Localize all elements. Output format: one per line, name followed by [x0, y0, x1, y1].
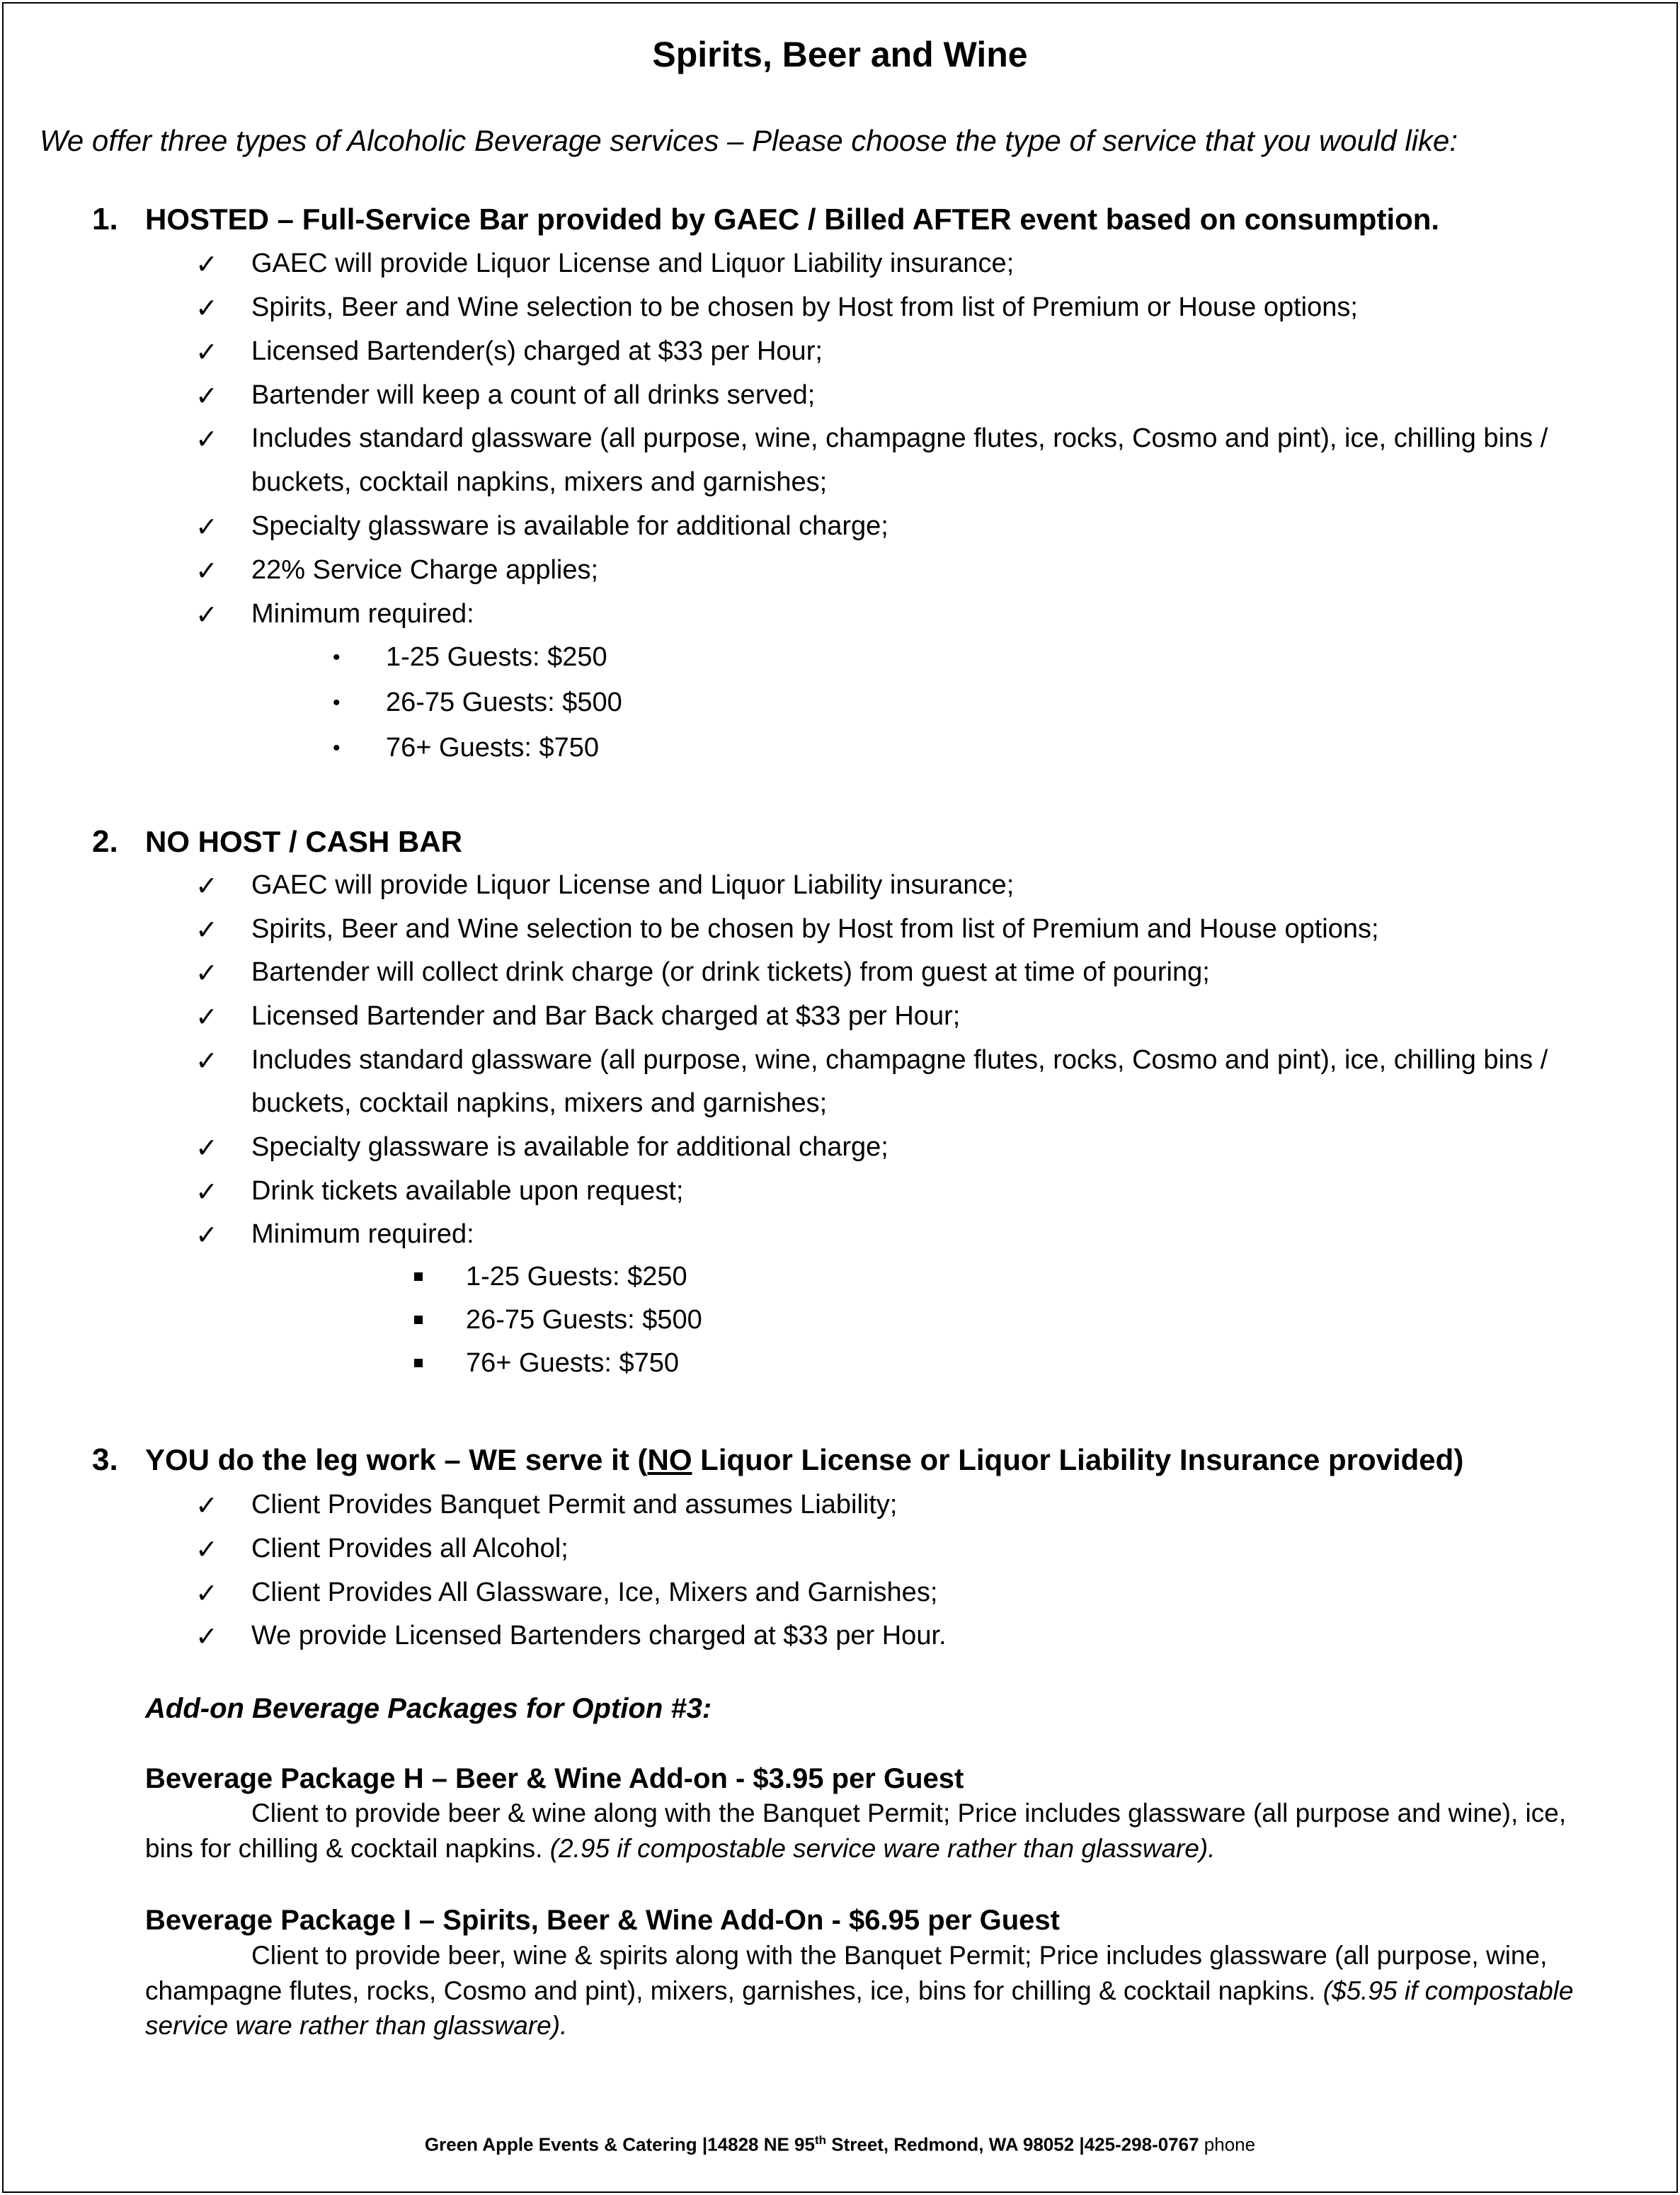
list-item: Client Provides Banquet Permit and assumes Liability;: [251, 1490, 898, 1520]
list-item: Specialty glassware is available for additional charge;: [251, 511, 888, 541]
checkmark-icon: ✓: [195, 338, 218, 367]
footer-sup: th: [814, 2133, 827, 2147]
minimum-item: 26-75 Guests: $500: [386, 688, 622, 717]
square-bullet-icon: [414, 1272, 423, 1284]
list-item: Client Provides All Glassware, Ice, Mixers and Garnishes;: [251, 1578, 938, 1607]
list-item: Specialty glassware is available for additional charge;: [251, 1132, 888, 1162]
text-part: bins for chilling & cocktail napkins.: [145, 1834, 550, 1863]
list-item: Bartender will keep a count of all drinks served;: [251, 380, 816, 410]
square-bullet-icon: [414, 1315, 423, 1328]
checkmark-icon: ✓: [195, 1622, 218, 1652]
page-title: Spirits, Beer and Wine: [652, 35, 1028, 74]
footer-part: Street, Redmond, WA 98052 |425-298-0767: [826, 2133, 1204, 2155]
footer-phone-label: phone: [1204, 2133, 1256, 2155]
package-h-text: [145, 1834, 1216, 1864]
list-item: Drink tickets available upon request;: [251, 1176, 684, 1206]
bullet-icon: •: [333, 691, 341, 714]
square-bullet-icon: [414, 1358, 423, 1371]
heading-part: Liquor License or Liquor Liability Insurance provided): [692, 1443, 1464, 1476]
checkmark-icon: ✓: [195, 557, 218, 586]
checkmark-icon: ✓: [195, 959, 218, 988]
checkmark-icon: ✓: [195, 1535, 218, 1565]
package-i-text: service ware rather than glassware).: [145, 2011, 568, 2040]
minimum-item: 26-75 Guests: $500: [466, 1305, 702, 1335]
list-item: GAEC will provide Liquor License and Liquor Liability insurance;: [251, 249, 1015, 278]
list-item: Licensed Bartender(s) charged at $33 per Hour;: [251, 336, 823, 366]
footer-part: Green Apple Events & Catering |14828 NE 95: [424, 2133, 815, 2155]
checkmark-icon: ✓: [195, 872, 218, 901]
heading-part: YOU do the leg work – WE serve it (: [145, 1443, 648, 1476]
text-italic-part: (2.95 if compostable service ware rather than glassware).: [549, 1834, 1216, 1863]
list-item: Licensed Bartender and Bar Back charged at $33 per Hour;: [251, 1001, 961, 1031]
list-item-continuation: buckets, cocktail napkins, mixers and garnishes;: [251, 467, 828, 497]
checkmark-icon: ✓: [195, 425, 218, 455]
minimum-item: 76+ Guests: $750: [466, 1348, 680, 1378]
checkmark-icon: ✓: [195, 1047, 218, 1076]
package-i-text: Client to provide beer, wine & spirits along with the Banquet Permit; Price includes glassware (all purpose, wine,: [251, 1941, 1548, 1970]
checkmark-icon: ✓: [195, 250, 218, 280]
minimum-item: 76+ Guests: $750: [386, 733, 600, 763]
bullet-icon: •: [333, 646, 341, 669]
list-item: Bartender will collect drink charge (or drink tickets) from guest at time of pouring;: [251, 957, 1210, 987]
list-item: Spirits, Beer and Wine selection to be chosen by Host from list of Premium or House options;: [251, 292, 1358, 322]
section-3-heading: [145, 1443, 1463, 1477]
checkmark-icon: ✓: [195, 1003, 218, 1032]
section-2-heading: NO HOST / CASH BAR: [145, 825, 463, 858]
minimum-item: 1-25 Guests: $250: [466, 1262, 687, 1292]
text-part: champagne flutes, rocks, Cosmo and pint), mixers, garnishes, ice, bins for chilling & cocktail napkins.: [145, 1976, 1323, 2005]
text-italic-part: ($5.95 if compostable: [1322, 1976, 1574, 2005]
checkmark-icon: ✓: [195, 1178, 218, 1207]
checkmark-icon: ✓: [195, 1134, 218, 1163]
section-2-number: 2.: [92, 824, 118, 859]
section-1-number: 1.: [92, 202, 118, 236]
checkmark-icon: ✓: [195, 1491, 218, 1521]
section-3-number: 3.: [92, 1442, 118, 1477]
checkmark-icon: ✓: [195, 513, 218, 542]
list-item: Minimum required:: [251, 1219, 474, 1249]
bullet-icon: •: [333, 736, 341, 760]
list-item: Client Provides all Alcohol;: [251, 1534, 568, 1563]
intro-text: We offer three types of Alcoholic Beverage services – Please choose the type of service that you would like:: [40, 124, 1458, 157]
list-item: GAEC will provide Liquor License and Liquor Liability insurance;: [251, 870, 1015, 900]
footer-contact: [0, 2133, 1680, 2156]
heading-emphasis: NO: [647, 1443, 692, 1476]
list-item: Includes standard glassware (all purpose, wine, champagne flutes, rocks, Cosmo and pint), ice, chilling bins /: [251, 1045, 1548, 1075]
section-1-heading: HOSTED – Full-Service Bar provided by GAEC / Billed AFTER event based on consumption.: [145, 203, 1440, 236]
checkmark-icon: ✓: [195, 916, 218, 945]
list-item: We provide Licensed Bartenders charged at $33 per Hour.: [251, 1621, 947, 1650]
checkmark-icon: ✓: [195, 382, 218, 411]
checkmark-icon: ✓: [195, 294, 218, 324]
list-item: Minimum required:: [251, 599, 474, 629]
list-item: Spirits, Beer and Wine selection to be chosen by Host from list of Premium and House options;: [251, 914, 1379, 944]
checkmark-icon: ✓: [195, 1579, 218, 1609]
list-item: Includes standard glassware (all purpose, wine, champagne flutes, rocks, Cosmo and pint), ice, chilling bins /: [251, 423, 1548, 453]
package-h-title: Beverage Package H – Beer & Wine Add-on - $3.95 per Guest: [145, 1763, 964, 1794]
list-item: 22% Service Charge applies;: [251, 555, 599, 585]
package-h-text: Client to provide beer & wine along with the Banquet Permit; Price includes glassware (all purpose and wine), ice,: [251, 1798, 1567, 1828]
checkmark-icon: ✓: [195, 600, 218, 630]
package-i-text: [145, 1976, 1573, 2006]
minimum-item: 1-25 Guests: $250: [386, 642, 607, 672]
checkmark-icon: ✓: [195, 1221, 218, 1250]
list-item-continuation: buckets, cocktail napkins, mixers and garnishes;: [251, 1088, 828, 1118]
package-i-title: Beverage Package I – Spirits, Beer & Wine Add-On - $6.95 per Guest: [145, 1905, 1060, 1936]
addon-heading: Add-on Beverage Packages for Option #3:: [145, 1693, 712, 1724]
